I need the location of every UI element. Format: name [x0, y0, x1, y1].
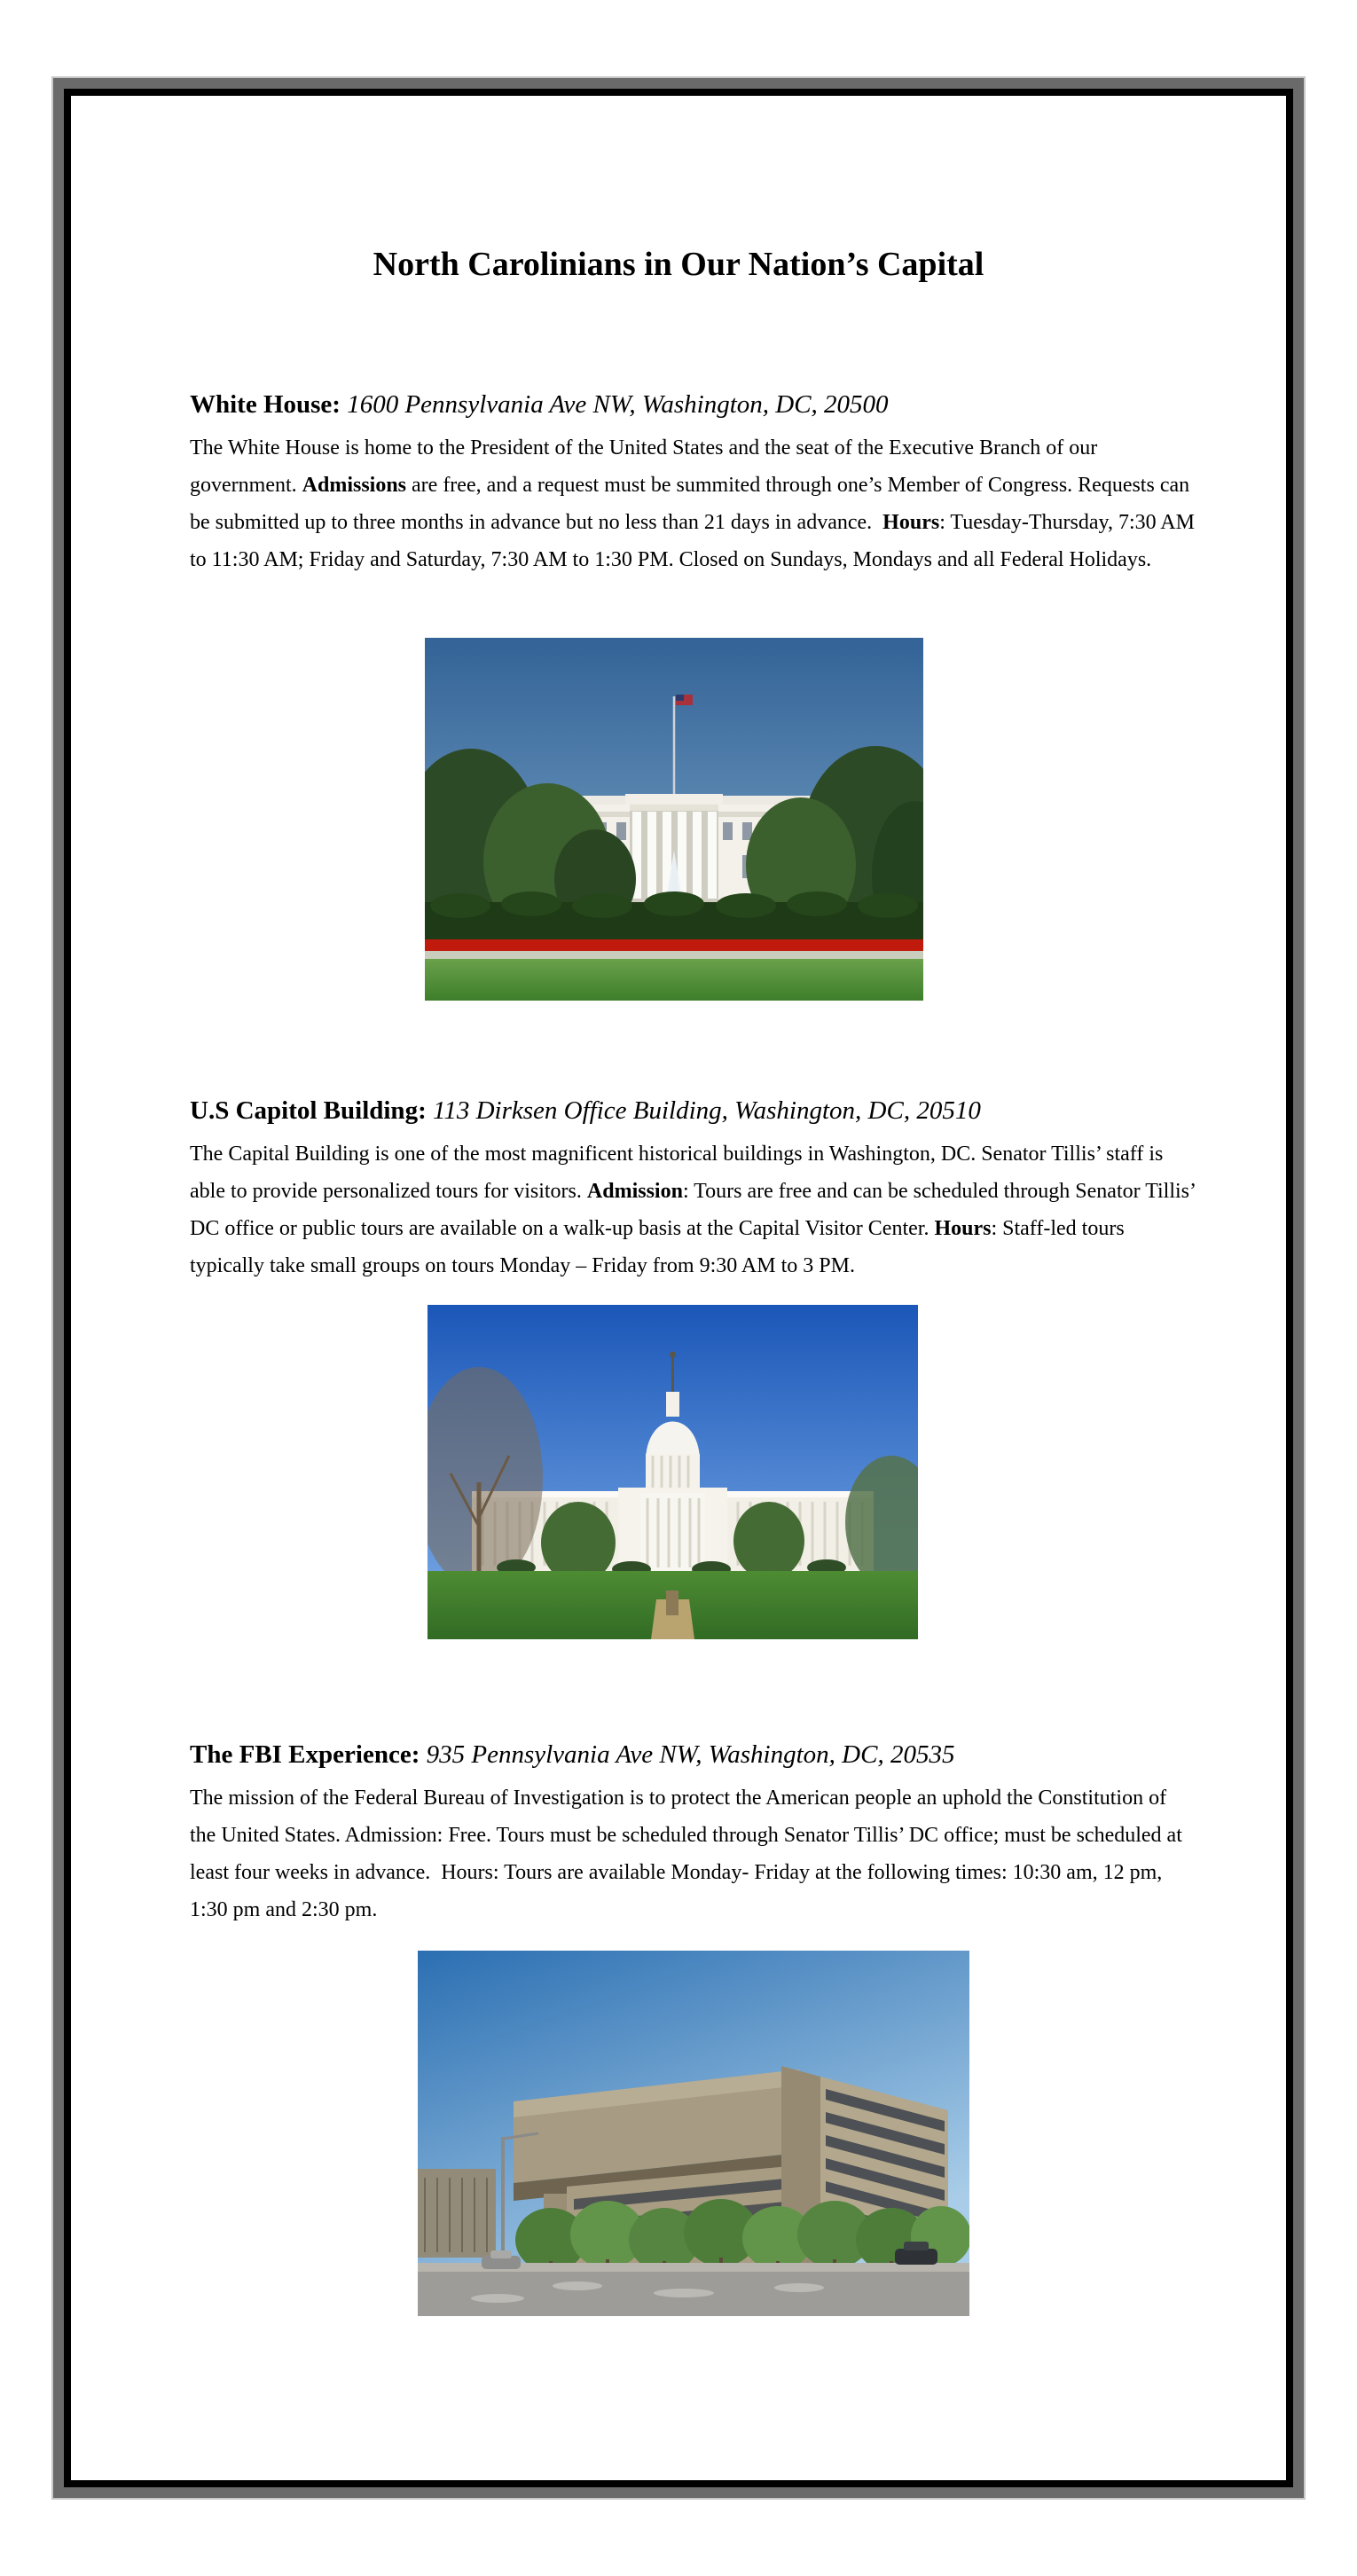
page-title: North Carolinians in Our Nation’s Capital: [373, 246, 984, 283]
section-heading-line: [190, 1093, 1197, 1128]
page-content-area: [71, 96, 1286, 2480]
section-heading-line: [190, 387, 1197, 422]
section-white-house: [190, 387, 1200, 578]
section-address: 935 Pennsylvania Ave NW, Washington, DC, 20535: [426, 1740, 955, 1769]
section-address: 113 Dirksen Office Building, Washington, DC, 20510: [432, 1096, 981, 1125]
us-capitol-illustration: [427, 1305, 918, 1639]
section-body-text: The White House is home to the President of the United States and the seat of the Executive Branch of our government. Admissions are free, and a request must be summited through one’s Member of Congress. Requests can be submitted up to three months in advance but no less than 21 days in advance. Hours: Tuesday-Thursday, 7:30 AM to 11:30 AM; Friday and Saturday, 7:30 AM to 1:30 PM. Closed on Sundays, Mondays and all Federal Holidays.: [190, 436, 1200, 571]
section-address: 1600 Pennsylvania Ave NW, Washington, DC, 20500: [347, 390, 889, 419]
page-border-gray-band: [53, 78, 1304, 2498]
page-border-black-line: [64, 89, 1293, 2487]
fbi-building-illustration: [418, 1951, 969, 2316]
us-capitol-photo: [427, 1305, 918, 1639]
section-body-text: The Capital Building is one of the most magnificent historical buildings in Washington, DC. Senator Tillis’ staff is able to provide personalized tours for visitors. Admission: Tours are free and can be scheduled through Senator Tillis’ DC office or public tours are available on a walk-up basis at the Capital Visitor Center. Hours: Staff-led tours typically take small groups on tours Monday – Friday from 9:30 AM to 3 PM.: [190, 1143, 1201, 1277]
page-border-frame: [51, 76, 1306, 2500]
section-heading: The FBI Experience:: [190, 1740, 420, 1769]
section-heading-line: [190, 1737, 1197, 1772]
section-heading: U.S Capitol Building:: [190, 1096, 427, 1125]
white-house-photo: [425, 638, 923, 1001]
section-fbi-experience: [190, 1737, 1197, 1928]
white-house-illustration: [425, 638, 923, 1001]
section-us-capitol: [190, 1093, 1201, 1284]
section-heading: White House:: [190, 390, 341, 419]
section-body-text: The mission of the Federal Bureau of Investigation is to protect the American people an uphold the Constitution of the United States. Admission: Free. Tours must be scheduled through Senator Tillis’ DC office; must be scheduled at least four weeks in advance. Hours: Tours are available Monday- Friday at the following times: 10:30 am, 12 pm, 1:30 pm and 2:30 pm.: [190, 1787, 1188, 1921]
fbi-building-photo: [418, 1951, 969, 2316]
